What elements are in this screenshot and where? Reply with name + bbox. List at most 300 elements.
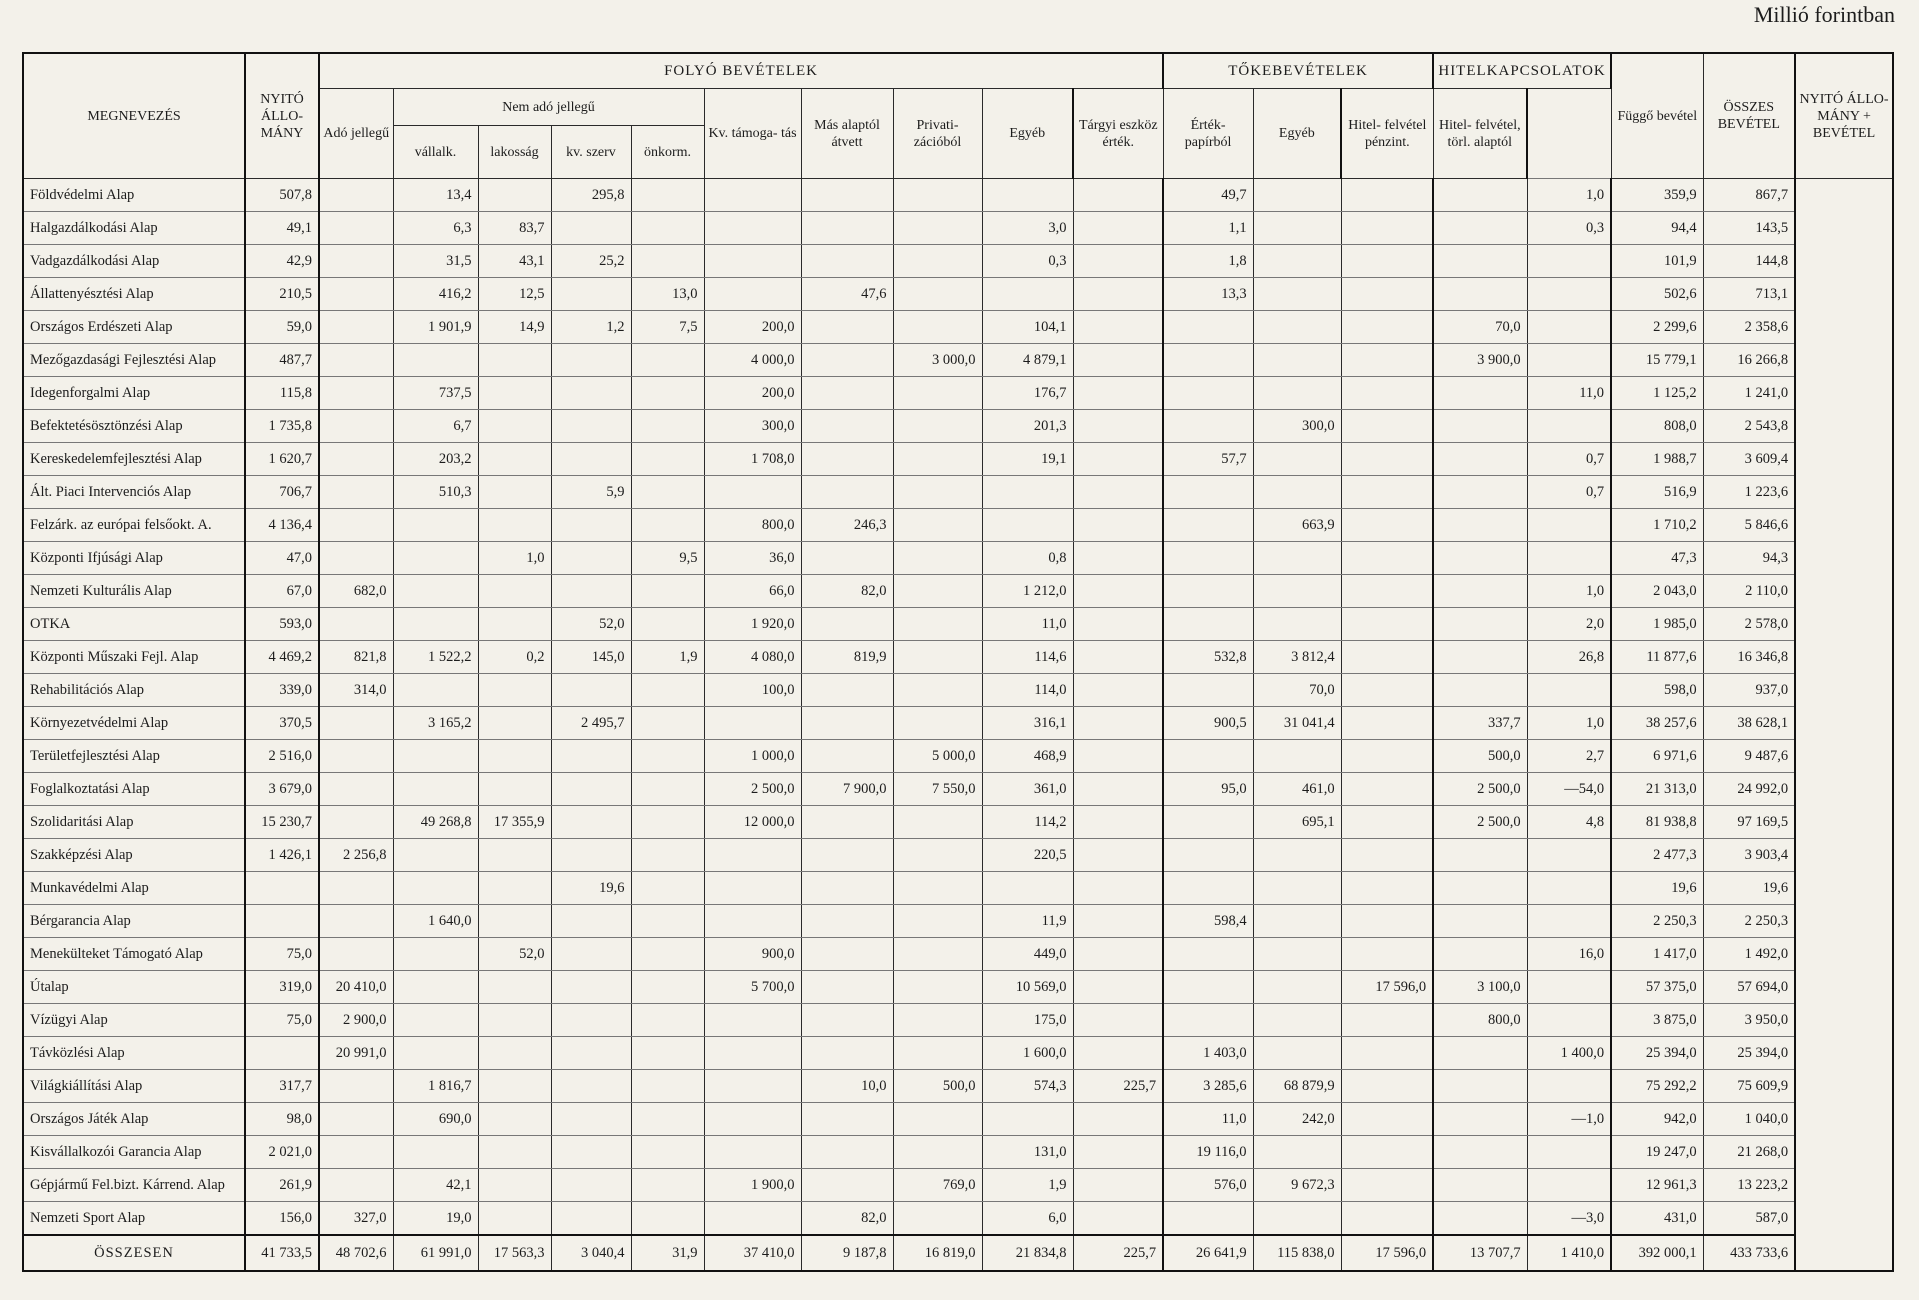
cell-value xyxy=(551,971,631,1004)
cell-value xyxy=(1163,476,1253,509)
cell-value xyxy=(801,971,893,1004)
cell-value: 2 250,3 xyxy=(1703,905,1795,938)
row-name: Idegenforgalmi Alap xyxy=(23,377,245,410)
header-kv-szerv: kv. szerv xyxy=(551,126,631,179)
cell-value xyxy=(1073,410,1163,443)
cell-value: 47,0 xyxy=(245,542,319,575)
cell-value xyxy=(551,443,631,476)
budget-table-wrapper xyxy=(22,52,1894,1272)
cell-value: 6,0 xyxy=(982,1202,1073,1236)
cell-value xyxy=(551,938,631,971)
cell-value: 25,2 xyxy=(551,245,631,278)
cell-value: 225,7 xyxy=(1073,1235,1163,1271)
cell-value: 11,0 xyxy=(982,608,1073,641)
cell-value xyxy=(478,971,551,1004)
cell-value xyxy=(893,476,982,509)
cell-value xyxy=(319,740,393,773)
cell-value xyxy=(801,377,893,410)
cell-value: 507,8 xyxy=(245,179,319,212)
cell-value: 201,3 xyxy=(982,410,1073,443)
table-row xyxy=(23,872,1893,905)
cell-value xyxy=(319,179,393,212)
cell-value: 26,8 xyxy=(1527,641,1611,674)
cell-value xyxy=(1341,938,1433,971)
header-nem-ado: Nem adó jellegű xyxy=(393,89,704,126)
cell-value xyxy=(631,410,704,443)
cell-value: 682,0 xyxy=(319,575,393,608)
header-mas-alaptol: Más alaptól átvett xyxy=(801,89,893,179)
cell-value: 12,5 xyxy=(478,278,551,311)
cell-value xyxy=(1253,1037,1341,1070)
cell-value xyxy=(801,179,893,212)
cell-value: 10,0 xyxy=(801,1070,893,1103)
cell-value: 14,9 xyxy=(478,311,551,344)
cell-value xyxy=(478,1037,551,1070)
cell-value: 9 487,6 xyxy=(1703,740,1795,773)
cell-value xyxy=(1163,839,1253,872)
cell-value: 36,0 xyxy=(704,542,801,575)
cell-value xyxy=(1163,542,1253,575)
cell-value: 52,0 xyxy=(478,938,551,971)
cell-value: 2 299,6 xyxy=(1611,311,1703,344)
cell-value xyxy=(478,344,551,377)
cell-value: 25 394,0 xyxy=(1703,1037,1795,1070)
cell-value: 2,7 xyxy=(1527,740,1611,773)
cell-value xyxy=(1341,377,1433,410)
cell-value xyxy=(551,1004,631,1037)
cell-value: 737,5 xyxy=(393,377,478,410)
cell-value xyxy=(893,377,982,410)
cell-value: 361,0 xyxy=(982,773,1073,806)
cell-value: 49,7 xyxy=(1163,179,1253,212)
cell-value: 57,7 xyxy=(1163,443,1253,476)
cell-value xyxy=(1341,641,1433,674)
cell-value: 2 043,0 xyxy=(1611,575,1703,608)
cell-value: 510,3 xyxy=(393,476,478,509)
cell-value: 0,3 xyxy=(982,245,1073,278)
cell-value: 15 230,7 xyxy=(245,806,319,839)
cell-value: 1 492,0 xyxy=(1703,938,1795,971)
table-row xyxy=(23,443,1893,476)
cell-value xyxy=(893,575,982,608)
cell-value: 11,0 xyxy=(1163,1103,1253,1136)
cell-value xyxy=(1433,839,1527,872)
cell-value: 59,0 xyxy=(245,311,319,344)
cell-value xyxy=(319,476,393,509)
cell-value: 13 223,2 xyxy=(1703,1169,1795,1202)
cell-value xyxy=(478,1136,551,1169)
row-name: Nemzeti Kulturális Alap xyxy=(23,575,245,608)
cell-value xyxy=(1433,674,1527,707)
cell-value xyxy=(704,839,801,872)
cell-value: 3 900,0 xyxy=(1433,344,1527,377)
cell-value xyxy=(551,1037,631,1070)
cell-value: 1,2 xyxy=(551,311,631,344)
cell-value xyxy=(1073,1004,1163,1037)
cell-value xyxy=(551,542,631,575)
cell-value: 19,1 xyxy=(982,443,1073,476)
cell-value xyxy=(1073,1037,1163,1070)
table-row xyxy=(23,344,1893,377)
row-name: Országos Erdészeti Alap xyxy=(23,311,245,344)
cell-value: 937,0 xyxy=(1703,674,1795,707)
cell-value: 246,3 xyxy=(801,509,893,542)
cell-value xyxy=(319,212,393,245)
cell-value xyxy=(1163,344,1253,377)
cell-value xyxy=(1073,542,1163,575)
row-name: Szakképzési Alap xyxy=(23,839,245,872)
cell-value: 6 971,6 xyxy=(1611,740,1703,773)
cell-value: 370,5 xyxy=(245,707,319,740)
cell-value: 16 346,8 xyxy=(1703,641,1795,674)
table-row xyxy=(23,542,1893,575)
cell-value xyxy=(982,872,1073,905)
cell-value: 75 609,9 xyxy=(1703,1070,1795,1103)
cell-value xyxy=(631,938,704,971)
cell-value xyxy=(478,443,551,476)
cell-value: 68 879,9 xyxy=(1253,1070,1341,1103)
cell-value: 210,5 xyxy=(245,278,319,311)
cell-value xyxy=(631,806,704,839)
cell-value: 1 600,0 xyxy=(982,1037,1073,1070)
cell-value: 819,9 xyxy=(801,641,893,674)
cell-value xyxy=(319,1136,393,1169)
table-row xyxy=(23,773,1893,806)
cell-value: 593,0 xyxy=(245,608,319,641)
cell-value xyxy=(319,1070,393,1103)
cell-value xyxy=(1253,476,1341,509)
cell-value: 3 040,4 xyxy=(551,1235,631,1271)
cell-value xyxy=(893,1202,982,1236)
cell-value: 9 187,8 xyxy=(801,1235,893,1271)
cell-value xyxy=(319,773,393,806)
cell-value xyxy=(1527,1070,1611,1103)
table-row xyxy=(23,740,1893,773)
table-row xyxy=(23,1037,1893,1070)
cell-value xyxy=(319,1103,393,1136)
cell-value xyxy=(1341,1169,1433,1202)
cell-value: 5 000,0 xyxy=(893,740,982,773)
cell-value xyxy=(1073,179,1163,212)
cell-value xyxy=(551,509,631,542)
cell-value xyxy=(1341,245,1433,278)
cell-value xyxy=(704,212,801,245)
cell-value xyxy=(1163,608,1253,641)
cell-value: 0,2 xyxy=(478,641,551,674)
cell-value xyxy=(319,410,393,443)
cell-value: 431,0 xyxy=(1611,1202,1703,1236)
cell-value: 176,7 xyxy=(982,377,1073,410)
cell-value: 42,9 xyxy=(245,245,319,278)
cell-value xyxy=(631,575,704,608)
cell-value: 2 900,0 xyxy=(319,1004,393,1037)
cell-value xyxy=(393,575,478,608)
cell-value: 314,0 xyxy=(319,674,393,707)
cell-value xyxy=(1253,278,1341,311)
cell-value: 1 620,7 xyxy=(245,443,319,476)
cell-value: 19,0 xyxy=(393,1202,478,1236)
cell-value: 1 900,0 xyxy=(704,1169,801,1202)
cell-value xyxy=(801,245,893,278)
header-privatizacio: Privati- zációból xyxy=(893,89,982,179)
cell-value: 3 903,4 xyxy=(1703,839,1795,872)
cell-value xyxy=(1253,740,1341,773)
cell-value: 19 116,0 xyxy=(1163,1136,1253,1169)
cell-value xyxy=(245,872,319,905)
cell-value xyxy=(393,773,478,806)
table-row xyxy=(23,311,1893,344)
cell-value xyxy=(893,608,982,641)
cell-value xyxy=(1341,212,1433,245)
cell-value: 3 950,0 xyxy=(1703,1004,1795,1037)
row-name: Szolidaritási Alap xyxy=(23,806,245,839)
cell-value xyxy=(631,377,704,410)
cell-value xyxy=(551,377,631,410)
row-name: Ált. Piaci Intervenciós Alap xyxy=(23,476,245,509)
cell-value xyxy=(551,1202,631,1236)
cell-value xyxy=(1163,938,1253,971)
cell-value xyxy=(478,773,551,806)
cell-value xyxy=(1073,872,1163,905)
cell-value: 1 901,9 xyxy=(393,311,478,344)
cell-value xyxy=(704,1004,801,1037)
cell-value: 12 000,0 xyxy=(704,806,801,839)
cell-value: 43,1 xyxy=(478,245,551,278)
row-name: ÖSSZESEN xyxy=(23,1235,245,1271)
cell-value: 70,0 xyxy=(1253,674,1341,707)
cell-value xyxy=(801,476,893,509)
cell-value: 574,3 xyxy=(982,1070,1073,1103)
cell-value xyxy=(551,1070,631,1103)
cell-value: 2 543,8 xyxy=(1703,410,1795,443)
cell-value: 114,0 xyxy=(982,674,1073,707)
cell-value xyxy=(1163,509,1253,542)
cell-value xyxy=(1073,245,1163,278)
cell-value: 101,9 xyxy=(1611,245,1703,278)
header-lakossag: lakosság xyxy=(478,126,551,179)
cell-value: 17 563,3 xyxy=(478,1235,551,1271)
cell-value xyxy=(1341,1037,1433,1070)
cell-value: 900,5 xyxy=(1163,707,1253,740)
table-row xyxy=(23,971,1893,1004)
table-row xyxy=(23,476,1893,509)
cell-value: 114,6 xyxy=(982,641,1073,674)
header-hitel-penzint: Hitel- felvétel pénzint. xyxy=(1341,89,1433,179)
cell-value: 75,0 xyxy=(245,938,319,971)
cell-value xyxy=(551,1136,631,1169)
cell-value: 82,0 xyxy=(801,1202,893,1236)
row-name: Rehabilitációs Alap xyxy=(23,674,245,707)
cell-value xyxy=(1433,1103,1527,1136)
cell-value: 1 417,0 xyxy=(1611,938,1703,971)
cell-value xyxy=(1163,872,1253,905)
cell-value xyxy=(1073,905,1163,938)
cell-value: 1,0 xyxy=(1527,707,1611,740)
cell-value: 49,1 xyxy=(245,212,319,245)
cell-value: 21 268,0 xyxy=(1703,1136,1795,1169)
cell-value xyxy=(1433,1136,1527,1169)
cell-value xyxy=(631,212,704,245)
cell-value xyxy=(801,806,893,839)
cell-value: 3 609,4 xyxy=(1703,443,1795,476)
header-nyito: NYITÓ ÁLLO- MÁNY xyxy=(245,53,319,179)
cell-value xyxy=(631,1037,704,1070)
row-name: Gépjármű Fel.bizt. Kárrend. Alap xyxy=(23,1169,245,1202)
cell-value xyxy=(1527,1004,1611,1037)
cell-value: 1 212,0 xyxy=(982,575,1073,608)
cell-value xyxy=(1527,410,1611,443)
cell-value: 25 394,0 xyxy=(1611,1037,1703,1070)
row-name: Távközlési Alap xyxy=(23,1037,245,1070)
cell-value xyxy=(1433,245,1527,278)
cell-value xyxy=(893,1103,982,1136)
cell-value xyxy=(478,410,551,443)
cell-value: 1 710,2 xyxy=(1611,509,1703,542)
table-row xyxy=(23,212,1893,245)
cell-value xyxy=(1073,938,1163,971)
cell-value: 1,9 xyxy=(982,1169,1073,1202)
cell-value xyxy=(319,443,393,476)
cell-value: 9 672,3 xyxy=(1253,1169,1341,1202)
cell-value xyxy=(631,773,704,806)
cell-value xyxy=(393,971,478,1004)
cell-value xyxy=(478,509,551,542)
cell-value: 1 410,0 xyxy=(1527,1235,1611,1271)
cell-value: 6,7 xyxy=(393,410,478,443)
cell-value: 502,6 xyxy=(1611,278,1703,311)
cell-value: 516,9 xyxy=(1611,476,1703,509)
cell-value xyxy=(478,740,551,773)
row-name: Mezőgazdasági Fejlesztési Alap xyxy=(23,344,245,377)
cell-value: —3,0 xyxy=(1527,1202,1611,1236)
table-row xyxy=(23,410,1893,443)
cell-value xyxy=(551,905,631,938)
row-name: OTKA xyxy=(23,608,245,641)
table-row xyxy=(23,1004,1893,1037)
cell-value: 13,3 xyxy=(1163,278,1253,311)
table-row xyxy=(23,278,1893,311)
cell-value: 416,2 xyxy=(393,278,478,311)
cell-value: 7 550,0 xyxy=(893,773,982,806)
header-fuggo: Függő bevétel xyxy=(1611,53,1703,179)
cell-value xyxy=(245,1037,319,1070)
cell-value xyxy=(1433,476,1527,509)
header-onkorm: önkorm. xyxy=(631,126,704,179)
row-name: Foglalkoztatási Alap xyxy=(23,773,245,806)
cell-value: 392 000,1 xyxy=(1611,1235,1703,1271)
row-name: Bérgarancia Alap xyxy=(23,905,245,938)
cell-value: 598,0 xyxy=(1611,674,1703,707)
cell-value: 1 920,0 xyxy=(704,608,801,641)
cell-value: —1,0 xyxy=(1527,1103,1611,1136)
table-row xyxy=(23,806,1893,839)
cell-value xyxy=(1253,872,1341,905)
budget-table xyxy=(22,52,1894,1272)
cell-value xyxy=(893,641,982,674)
cell-value: 5,9 xyxy=(551,476,631,509)
cell-value xyxy=(893,905,982,938)
cell-value: 11,9 xyxy=(982,905,1073,938)
table-row xyxy=(23,641,1893,674)
cell-value: 17 355,9 xyxy=(478,806,551,839)
total-row xyxy=(23,1235,1893,1271)
cell-value xyxy=(1253,971,1341,1004)
cell-value xyxy=(1341,278,1433,311)
cell-value: 156,0 xyxy=(245,1202,319,1236)
cell-value xyxy=(393,872,478,905)
cell-value xyxy=(551,839,631,872)
cell-value: 7 900,0 xyxy=(801,773,893,806)
cell-value xyxy=(319,311,393,344)
header-vallalk: vállalk. xyxy=(393,126,478,179)
cell-value xyxy=(478,608,551,641)
cell-value xyxy=(319,344,393,377)
cell-value: 19,6 xyxy=(551,872,631,905)
cell-value xyxy=(1341,542,1433,575)
cell-value xyxy=(631,344,704,377)
cell-value xyxy=(704,707,801,740)
cell-value xyxy=(551,278,631,311)
cell-value: 70,0 xyxy=(1433,311,1527,344)
table-row xyxy=(23,1103,1893,1136)
cell-value xyxy=(1433,542,1527,575)
cell-value xyxy=(478,674,551,707)
cell-value xyxy=(801,872,893,905)
cell-value: 41 733,5 xyxy=(245,1235,319,1271)
cell-value xyxy=(631,707,704,740)
cell-value xyxy=(893,443,982,476)
cell-value xyxy=(1341,443,1433,476)
cell-value: 867,7 xyxy=(1703,179,1795,212)
cell-value: 1,0 xyxy=(1527,575,1611,608)
cell-value xyxy=(1073,839,1163,872)
cell-value: 300,0 xyxy=(704,410,801,443)
cell-value xyxy=(1253,212,1341,245)
cell-value: 1 223,6 xyxy=(1703,476,1795,509)
cell-value xyxy=(1341,1103,1433,1136)
cell-value xyxy=(1073,575,1163,608)
cell-value xyxy=(1253,608,1341,641)
cell-value xyxy=(1073,971,1163,1004)
cell-value xyxy=(1073,740,1163,773)
cell-value xyxy=(551,773,631,806)
cell-value: 3 812,4 xyxy=(1253,641,1341,674)
cell-value: 769,0 xyxy=(893,1169,982,1202)
cell-value xyxy=(478,905,551,938)
cell-value xyxy=(704,1136,801,1169)
cell-value: 461,0 xyxy=(1253,773,1341,806)
cell-value: 327,0 xyxy=(319,1202,393,1236)
table-row xyxy=(23,1202,1893,1236)
cell-value xyxy=(1073,212,1163,245)
cell-value xyxy=(801,311,893,344)
table-row xyxy=(23,1136,1893,1169)
cell-value: 61 991,0 xyxy=(393,1235,478,1271)
cell-value: 20 410,0 xyxy=(319,971,393,1004)
cell-value: 3,0 xyxy=(982,212,1073,245)
cell-value xyxy=(1253,839,1341,872)
cell-value xyxy=(1073,377,1163,410)
cell-value xyxy=(319,509,393,542)
cell-value: 532,8 xyxy=(1163,641,1253,674)
cell-value xyxy=(245,905,319,938)
row-name: Központi Ifjúsági Alap xyxy=(23,542,245,575)
cell-value xyxy=(1073,311,1163,344)
cell-value: 242,0 xyxy=(1253,1103,1341,1136)
cell-value xyxy=(1527,1136,1611,1169)
cell-value: 2 256,8 xyxy=(319,839,393,872)
cell-value: 38 628,1 xyxy=(1703,707,1795,740)
